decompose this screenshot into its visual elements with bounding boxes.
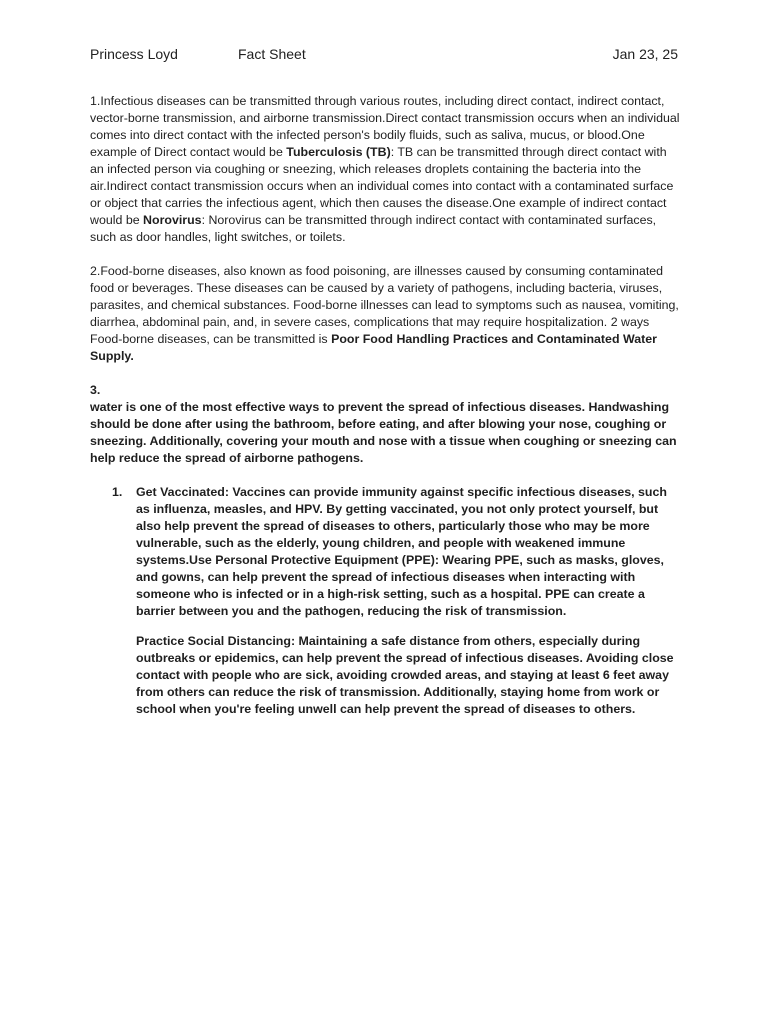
social-distancing-paragraph: Practice Social Distancing: Maintaining a safe distance from others, especially during outbreaks or epidemics, can help prevent the spread of infectious diseases. Avoiding close contact with people who are sick, avoiding crowded areas, and staying at least 6 feet away from others can reduce the risk of transmission. Additionally, staying home from work or school when you're feeling unwell can help prevent the spread of diseases to others. xyxy=(136,634,674,716)
section-1-text-b: : TB can be transmitted through direct contact with an infected person via coughing or sneezing, which releases droplets containing the bacteria into the air.Indirect contact transmission occurs when an individual comes into contact with a contaminated surface or object that carries the infectious agent, which then causes the disease.One example of indirect contact would be xyxy=(90,145,674,227)
document-date: Jan 23, 25 xyxy=(612,46,678,62)
list-marker: 1. xyxy=(112,485,123,499)
section-1-example-indirect: Norovirus xyxy=(143,213,202,227)
section-2-text-a: 2.Food-borne diseases, also known as food poisoning, are illnesses caused by consuming contaminated food or beverages. These diseases can be caused by a variety of pathogens, including bacteria, viruses, parasites, and chemical substances. Food-borne illnesses can lead to symptoms such as nausea, vomiting, diarrhea, abdominal pain, and, in severe cases, complications that may require hospitalization. 2 ways Food-borne diseases, can be transmitted is xyxy=(90,264,679,346)
document-title: Fact Sheet xyxy=(238,46,306,62)
section-1-text-a: 1.Infectious diseases can be transmitted through various routes, including direct contact, indirect contact, vector-borne transmission, and airborne transmission.Direct contact transmission occurs when an individual comes into direct contact with the infected person's bodily fluids, such as saliva, mucus, or blood.One example of Direct contact would be xyxy=(90,94,680,159)
list-item xyxy=(90,484,680,620)
section-1-text-c: : Norovirus can be transmitted through indirect contact with contaminated surfaces, such as door handles, light switches, or toilets. xyxy=(90,213,657,244)
section-1-paragraph xyxy=(90,93,680,246)
prevention-list xyxy=(90,484,680,620)
author-name: Princess Loyd xyxy=(90,46,178,62)
section-3-number: 3. xyxy=(90,383,101,397)
document-body xyxy=(90,93,680,718)
page-header xyxy=(90,45,678,65)
section-2-paragraph xyxy=(90,263,680,365)
section-3-intro: water is one of the most effective ways to prevent the spread of infectious diseases. Handwashing should be done after using the bathroom, before eating, and after blowing your nose, coughing or sneezing. Additionally, covering your mouth and nose with a tissue when coughing or sneezing can help reduce the spread of airborne pathogens. xyxy=(90,400,677,465)
section-2-transmission-ways: Poor Food Handling Practices and Contaminated Water Supply. xyxy=(90,332,657,363)
section-1-example-direct: Tuberculosis (TB) xyxy=(286,145,391,159)
list-item-text: Get Vaccinated: Vaccines can provide immunity against specific infectious diseases, such as influenza, measles, and HPV. By getting vaccinated, you not only protect yourself, but also help prevent the spread of diseases to others, particularly those who may be more vulnerable, such as the elderly, young children, and people with weakened immune systems.Use Personal Protective Equipment (PPE): Wearing PPE, such as masks, gloves, and gowns, can help prevent the spread of infectious diseases when interacting with someone who is infected or in a high-risk setting, such as a hospital. PPE can create a barrier between you and the pathogen, reducing the risk of transmission. xyxy=(136,485,667,618)
